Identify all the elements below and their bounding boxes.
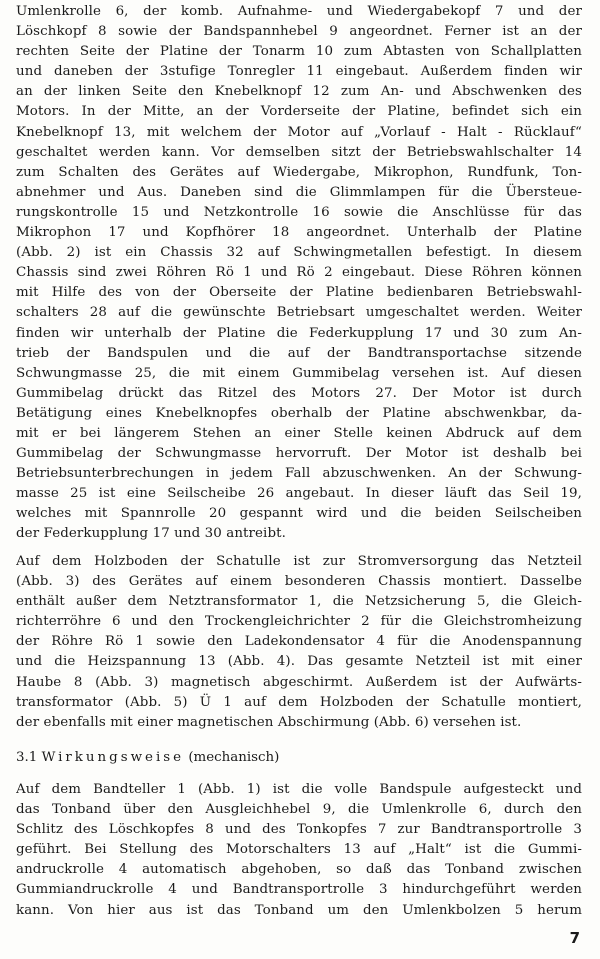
text-line: der Federkupplung 17 und 30 antreibt. — [16, 526, 286, 542]
text-line: Mikrophon 17 und Kopfhörer 18 angeordnet. Unterhalb der Platine — [16, 225, 582, 241]
text-line: abnehmer und Aus. Daneben sind die Glimmlampen für die Übersteue- — [16, 184, 582, 200]
text-line: enthält außer dem Netztransformator 1, die Netzsicherung 5, die Gleich- — [16, 594, 582, 610]
text-line: trieb der Bandspulen und die auf der Bandtransportachse sitzende — [16, 345, 582, 361]
text-line: Knebelknopf 13, mit welchem der Motor auf „Vorlauf - Halt - Rücklauf“ — [16, 124, 582, 140]
text-line: Gummibelag drückt das Ritzel des Motors 27. Der Motor ist durch — [16, 385, 582, 401]
paragraph-netzteil — [16, 552, 582, 733]
text-line: kann. Von hier aus ist das Tonband um den Umlenkbolzen 5 herum — [16, 902, 582, 918]
section-qualifier: (mechanisch) — [188, 750, 280, 765]
text-line: rungskontrolle 15 und Netzkontrolle 16 sowie die Anschlüsse für das — [16, 204, 582, 220]
text-line: Gummiandruckrolle 4 und Bandtransportrolle 3 hindurchgeführt werden — [16, 882, 582, 898]
text-line: transformator (Abb. 5) Ü 1 auf dem Holzboden der Schatulle montiert, — [16, 694, 582, 710]
text-line: finden wir unterhalb der Platine die Federkupplung 17 und 30 zum An- — [16, 325, 582, 341]
text-line: zum Schalten des Gerätes auf Wiedergabe, Mikrophon, Rundfunk, Ton- — [16, 164, 582, 180]
text-line: das Tonband über den Ausgleichhebel 9, die Umlenkrolle 6, durch den — [16, 802, 582, 818]
section-heading — [16, 748, 279, 768]
text-line: Schlitz des Löschkopfes 8 und des Tonkopfes 7 zur Bandtransportrolle 3 — [16, 822, 582, 838]
section-title: Wirkungsweise — [41, 750, 185, 765]
text-line: Schwungmasse 25, die mit einem Gummibelag versehen ist. Auf diesen — [16, 365, 582, 381]
text-line: welches mit Spannrolle 20 gespannt wird und die beiden Seilscheiben — [16, 506, 582, 522]
text-line: geführt. Bei Stellung des Motorschalters 13 auf „Halt“ ist die Gummi- — [16, 842, 582, 858]
text-line: richterröhre 6 und den Trockengleichrichter 2 für die Gleichstromheizung — [16, 614, 582, 630]
text-line: und daneben der 3stufige Tonregler 11 eingebaut. Außerdem finden wir — [16, 64, 582, 80]
text-line: der ebenfalls mit einer magnetischen Abschirmung (Abb. 6) versehen ist. — [16, 714, 522, 730]
text-line: Chassis sind zwei Röhren Rö 1 und Rö 2 eingebaut. Diese Röhren können — [16, 265, 582, 281]
text-line: (Abb. 3) des Gerätes auf einem besonderen Chassis montiert. Dasselbe — [16, 574, 582, 590]
text-line: Auf dem Holzboden der Schatulle ist zur Stromversorgung das Netzteil — [16, 554, 582, 569]
text-line: Auf dem Bandteller 1 (Abb. 1) ist die volle Bandspule aufgesteckt und — [16, 782, 582, 797]
section-number: 3.1 — [16, 750, 38, 765]
paragraph-wirkungsweise — [16, 780, 582, 921]
text-line: Haube 8 (Abb. 3) magnetisch abgeschirmt. Außerdem ist der Aufwärts- — [16, 674, 582, 690]
text-line: und die Heizspannung 13 (Abb. 4). Das gesamte Netzteil ist mit einer — [16, 654, 582, 670]
text-line: mit er bei längerem Stehen an einer Stelle keinen Abdruck auf dem — [16, 425, 582, 441]
text-line: Gummibelag der Schwungmasse hervorruft. Der Motor ist deshalb bei — [16, 446, 582, 462]
text-line: mit Hilfe des von der Oberseite der Platine bedienbaren Betriebswahl- — [16, 285, 582, 301]
text-line: Betriebsunterbrechungen in jedem Fall abzuschwenken. An der Schwung- — [16, 466, 582, 482]
text-line: der Röhre Rö 1 sowie den Ladekondensator 4 für die Anodenspannung — [16, 634, 582, 650]
text-line: Betätigung eines Knebelknopfes oberhalb der Platine abschwenkbar, da- — [16, 405, 582, 421]
page-number: 7 — [569, 929, 580, 947]
paragraph-platine-description — [16, 2, 582, 545]
text-line: masse 25 ist eine Seilscheibe 26 angebaut. In dieser läuft das Seil 19, — [16, 486, 582, 502]
text-line: schalters 28 auf die gewünschte Betriebsart umgeschaltet werden. Weiter — [16, 305, 582, 321]
text-line: Motors. In der Mitte, an der Vorderseite der Platine, befindet sich ein — [16, 104, 582, 120]
text-line: andruckrolle 4 automatisch abgehoben, so daß das Tonband zwischen — [16, 862, 582, 878]
text-line: (Abb. 2) ist ein Chassis 32 auf Schwingmetallen befestigt. In diesem — [16, 245, 582, 261]
text-line: an der linken Seite den Knebelknopf 12 zum An- und Abschwenken des — [16, 84, 582, 100]
text-line: Löschkopf 8 sowie der Bandspannhebel 9 angeordnet. Ferner ist an der — [16, 24, 582, 40]
text-line: rechten Seite der Platine der Tonarm 10 zum Abtasten von Schallplatten — [16, 44, 582, 60]
text-line: geschaltet werden kann. Vor demselben sitzt der Betriebswahlschalter 14 — [16, 144, 582, 160]
text-line: Umlenkrolle 6, der komb. Aufnahme- und Wiedergabekopf 7 und der — [16, 4, 582, 19]
